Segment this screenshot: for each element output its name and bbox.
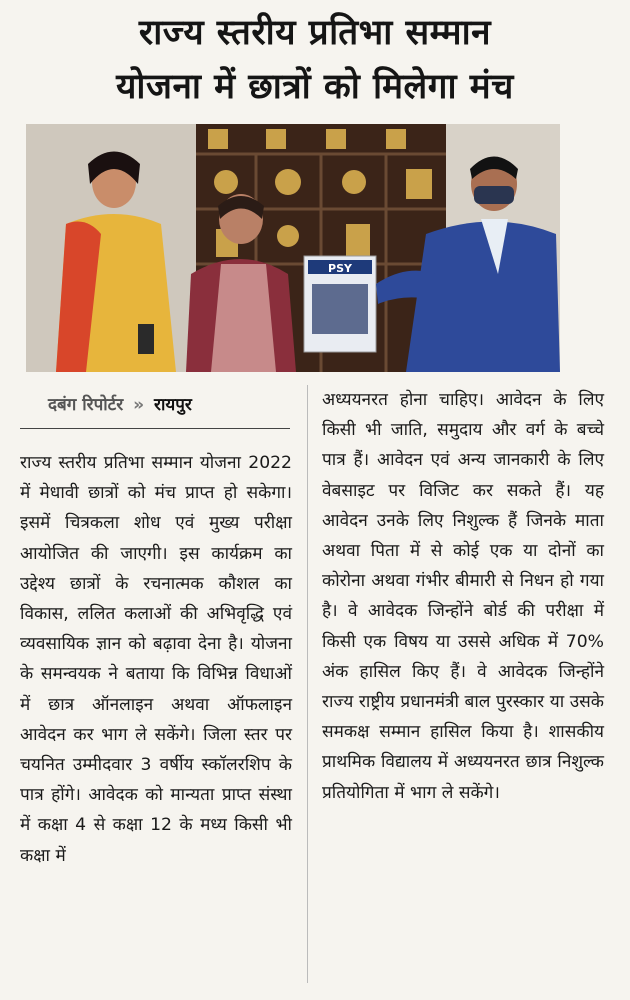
news-photo-illustration xyxy=(26,124,560,372)
reporter-name: दबंग रिपोर्टर xyxy=(48,395,124,415)
byline-rule xyxy=(20,428,290,429)
column-divider xyxy=(307,385,308,983)
dateline-city: रायपुर xyxy=(154,395,192,415)
news-photo xyxy=(26,124,560,372)
byline-separator: » xyxy=(133,395,145,415)
magazine-title: PSY xyxy=(328,262,352,275)
headline xyxy=(0,6,630,114)
headline-line-1: राज्य स्तरीय प्रतिभा सम्मान xyxy=(138,13,492,53)
byline xyxy=(48,392,288,415)
headline-line-2: योजना में छात्रों को मिलेगा मंच xyxy=(116,67,514,107)
article-column-left: राज्य स्तरीय प्रतिभा सम्मान योजना 2022 में मेधावी छात्रों को मंच प्राप्त हो सकेगा। इसमें चित्रकला शोध एवं मुख्य परीक्षा आयोजित की जाएगी। इस कार्यक्रम का उद्देश्य छात्रों के रचनात्मक कौशल का विकास, ललित कलाओं की अभिवृद्धि एवं व्यवसायिक ज्ञान को बढ़ावा देना है। योजना के समन्वयक ने बताया कि विभिन्न विधाओं में छात्र ऑनलाइन अथवा ऑफलाइन आवेदन कर भाग ले सकेंगे। जिला स्तर पर चयनित उम्मीदवार 3 वर्षीय स्कॉलरशिप के पात्र होंगे। आवेदक को मान्यता प्राप्त संस्था में कक्षा 4 से कक्षा 12 के मध्य किसी भी कक्षा में xyxy=(20,453,292,866)
article-column-right: अध्ययनरत होना चाहिए। आवेदन के लिए किसी भी जाति, समुदाय और वर्ग के बच्चे पात्र हैं। आवेदन एवं अन्य जानकारी के लिए वेबसाइट पर विजिट कर सकते हैं। यह आवेदन उनके लिए निशुल्क हैं जिनके माता अथवा पिता में से कोई एक या दोनों का कोरोना अथवा गंभीर बीमारी से निधन हो गया है। वे आवेदक जिन्होंने बोर्ड की परीक्षा में किसी एक विषय या उससे अधिक में 70% अंक हासिल किए हैं। वे आवेदक जिन्होंने राज्य राष्ट्रीय प्रधानमंत्री बाल पुरस्कार या उसके समकक्ष सम्मान हासिल किया है। शासकीय प्राथमिक विद्यालय में अध्ययनरत छात्र निशुल्क प्रतियोगिता में भाग ले सकेंगे। xyxy=(322,390,604,803)
